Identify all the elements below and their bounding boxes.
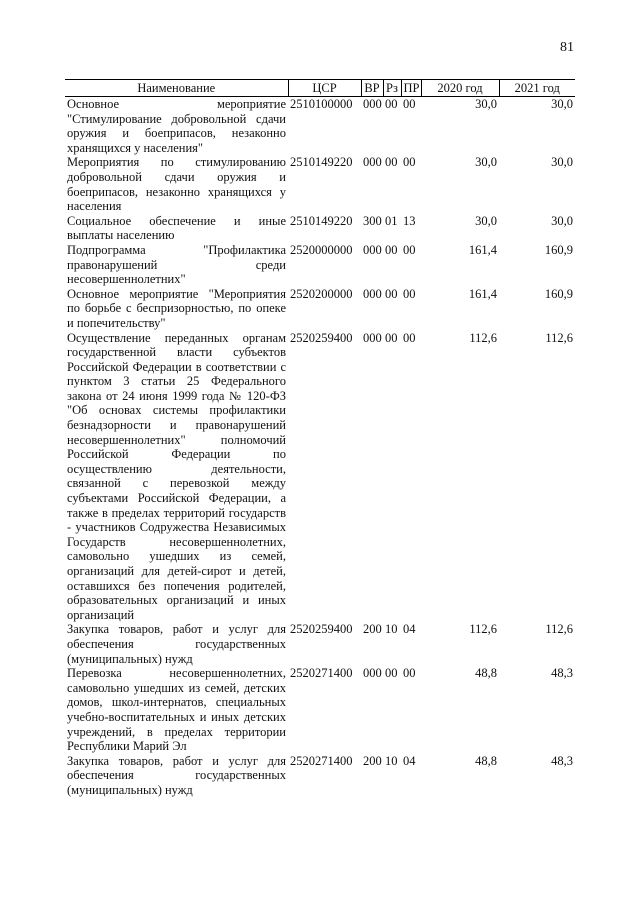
cell-name: Мероприятия по стимулированию добровольной сдачи оружия и боеприпасов, незаконно хранящихся у населения <box>67 155 286 214</box>
cell-2020: 112,6 <box>469 330 497 345</box>
table-row <box>65 155 575 213</box>
cell-rz: 00 <box>385 97 398 111</box>
cell-csr: 2510149220 <box>290 155 353 170</box>
table-header-row <box>65 80 575 97</box>
column-header-rz: Рз <box>383 80 401 97</box>
column-header-name: Наименование <box>65 80 288 97</box>
table-row <box>65 97 575 156</box>
cell-vr: 000 <box>363 330 382 345</box>
table-row <box>65 243 575 287</box>
cell-rz: 01 <box>385 213 398 228</box>
cell-csr: 2510100000 <box>290 97 353 111</box>
table-row <box>65 666 575 754</box>
cell-2021: 48,3 <box>551 666 573 681</box>
cell-csr: 2520259400 <box>290 622 353 637</box>
budget-table <box>65 79 575 798</box>
cell-vr: 200 <box>363 753 382 768</box>
cell-pr: 00 <box>403 330 416 345</box>
cell-2021: 160,9 <box>544 286 573 301</box>
cell-2020: 112,6 <box>469 622 497 637</box>
cell-vr: 300 <box>363 213 382 228</box>
column-header-2020: 2020 год <box>421 80 499 97</box>
cell-name: Основное мероприятие "Мероприятия по борьбе с беспризорностью, по опеке и попечительству" <box>67 286 286 330</box>
cell-pr: 00 <box>403 242 416 257</box>
table-row <box>65 622 575 666</box>
cell-2020: 48,8 <box>475 753 497 768</box>
cell-rz: 10 <box>385 753 398 768</box>
column-header-2021: 2021 год <box>499 80 575 97</box>
cell-pr: 00 <box>403 97 416 111</box>
column-header-vr: ВР <box>361 80 383 97</box>
cell-2020: 30,0 <box>475 213 497 228</box>
column-header-csr: ЦСР <box>288 80 361 97</box>
cell-name: Основное мероприятие "Стимулирование добровольной сдачи оружия и боеприпасов, незаконно хранящихся у населения" <box>67 97 286 155</box>
table-row <box>65 754 575 798</box>
cell-csr: 2520200000 <box>290 286 353 301</box>
cell-rz: 00 <box>385 242 398 257</box>
cell-name: Осуществление переданных органам государственной власти субъектов Российской Федерации в соответствии с пунктом 3 статьи 25 Федерального закона от 24 июня 1999 года № 120-ФЗ "Об основах системы профилактики безнадзорности и правонарушений несовершеннолетних" полномочий Российской Федерации по осуществлению деятельности, связанной с перевозкой между субъектами Российской Федерации, а также в пределах территорий государств - участников Содружества Независимых Государств несовершеннолетних, самовольно ушедших из семей, организаций для детей-сирот и детей, оставшихся без попечения родителей, образовательных организаций и иных организаций <box>67 330 286 622</box>
cell-2020: 30,0 <box>475 155 497 170</box>
cell-2020: 161,4 <box>468 286 497 301</box>
table-row <box>65 331 575 623</box>
column-header-pr: ПР <box>401 80 421 97</box>
cell-name: Подпрограмма "Профилактика правонарушений среди несовершеннолетних" <box>67 242 286 287</box>
cell-rz: 00 <box>385 666 398 681</box>
cell-2021: 112,6 <box>545 330 573 345</box>
cell-vr: 000 <box>363 242 382 257</box>
cell-2021: 30,0 <box>551 97 573 111</box>
cell-2021: 48,3 <box>551 753 573 768</box>
cell-vr: 000 <box>363 666 382 681</box>
cell-2021: 30,0 <box>551 155 573 170</box>
cell-rz: 10 <box>385 622 398 637</box>
cell-pr: 13 <box>403 213 416 228</box>
cell-2021: 160,9 <box>544 242 573 257</box>
cell-vr: 000 <box>363 97 382 111</box>
cell-csr: 2520259400 <box>290 330 353 345</box>
cell-rz: 00 <box>385 155 398 170</box>
page-number: 81 <box>560 40 574 55</box>
cell-vr: 000 <box>363 286 382 301</box>
cell-csr: 2520000000 <box>290 242 353 257</box>
cell-2020: 30,0 <box>475 97 497 111</box>
cell-name: Перевозка несовершеннолетних, самовольно ушедших из семей, детских домов, школ-интернатов, специальных учебно-воспитательных и иных детских учреждений, в пределах территории Республики Марий Эл <box>67 666 286 754</box>
cell-pr: 00 <box>403 666 416 681</box>
cell-pr: 00 <box>403 155 416 170</box>
cell-pr: 00 <box>403 286 416 301</box>
cell-vr: 200 <box>363 622 382 637</box>
cell-pr: 04 <box>403 753 416 768</box>
table-row <box>65 287 575 331</box>
cell-vr: 000 <box>363 155 382 170</box>
cell-name: Закупка товаров, работ и услуг для обеспечения государственных (муниципальных) нужд <box>67 622 286 666</box>
cell-2020: 48,8 <box>475 666 497 681</box>
cell-csr: 2510149220 <box>290 213 353 228</box>
cell-2020: 161,4 <box>468 242 497 257</box>
cell-name: Социальное обеспечение и иные выплаты населению <box>67 213 286 243</box>
cell-name: Закупка товаров, работ и услуг для обеспечения государственных (муниципальных) нужд <box>67 753 286 797</box>
cell-csr: 2520271400 <box>290 753 353 768</box>
cell-2021: 112,6 <box>545 622 573 637</box>
cell-2021: 30,0 <box>551 213 573 228</box>
cell-pr: 04 <box>403 622 416 637</box>
cell-rz: 00 <box>385 286 398 301</box>
cell-rz: 00 <box>385 330 398 345</box>
cell-csr: 2520271400 <box>290 666 353 681</box>
table-body <box>65 97 575 798</box>
table-row <box>65 214 575 243</box>
